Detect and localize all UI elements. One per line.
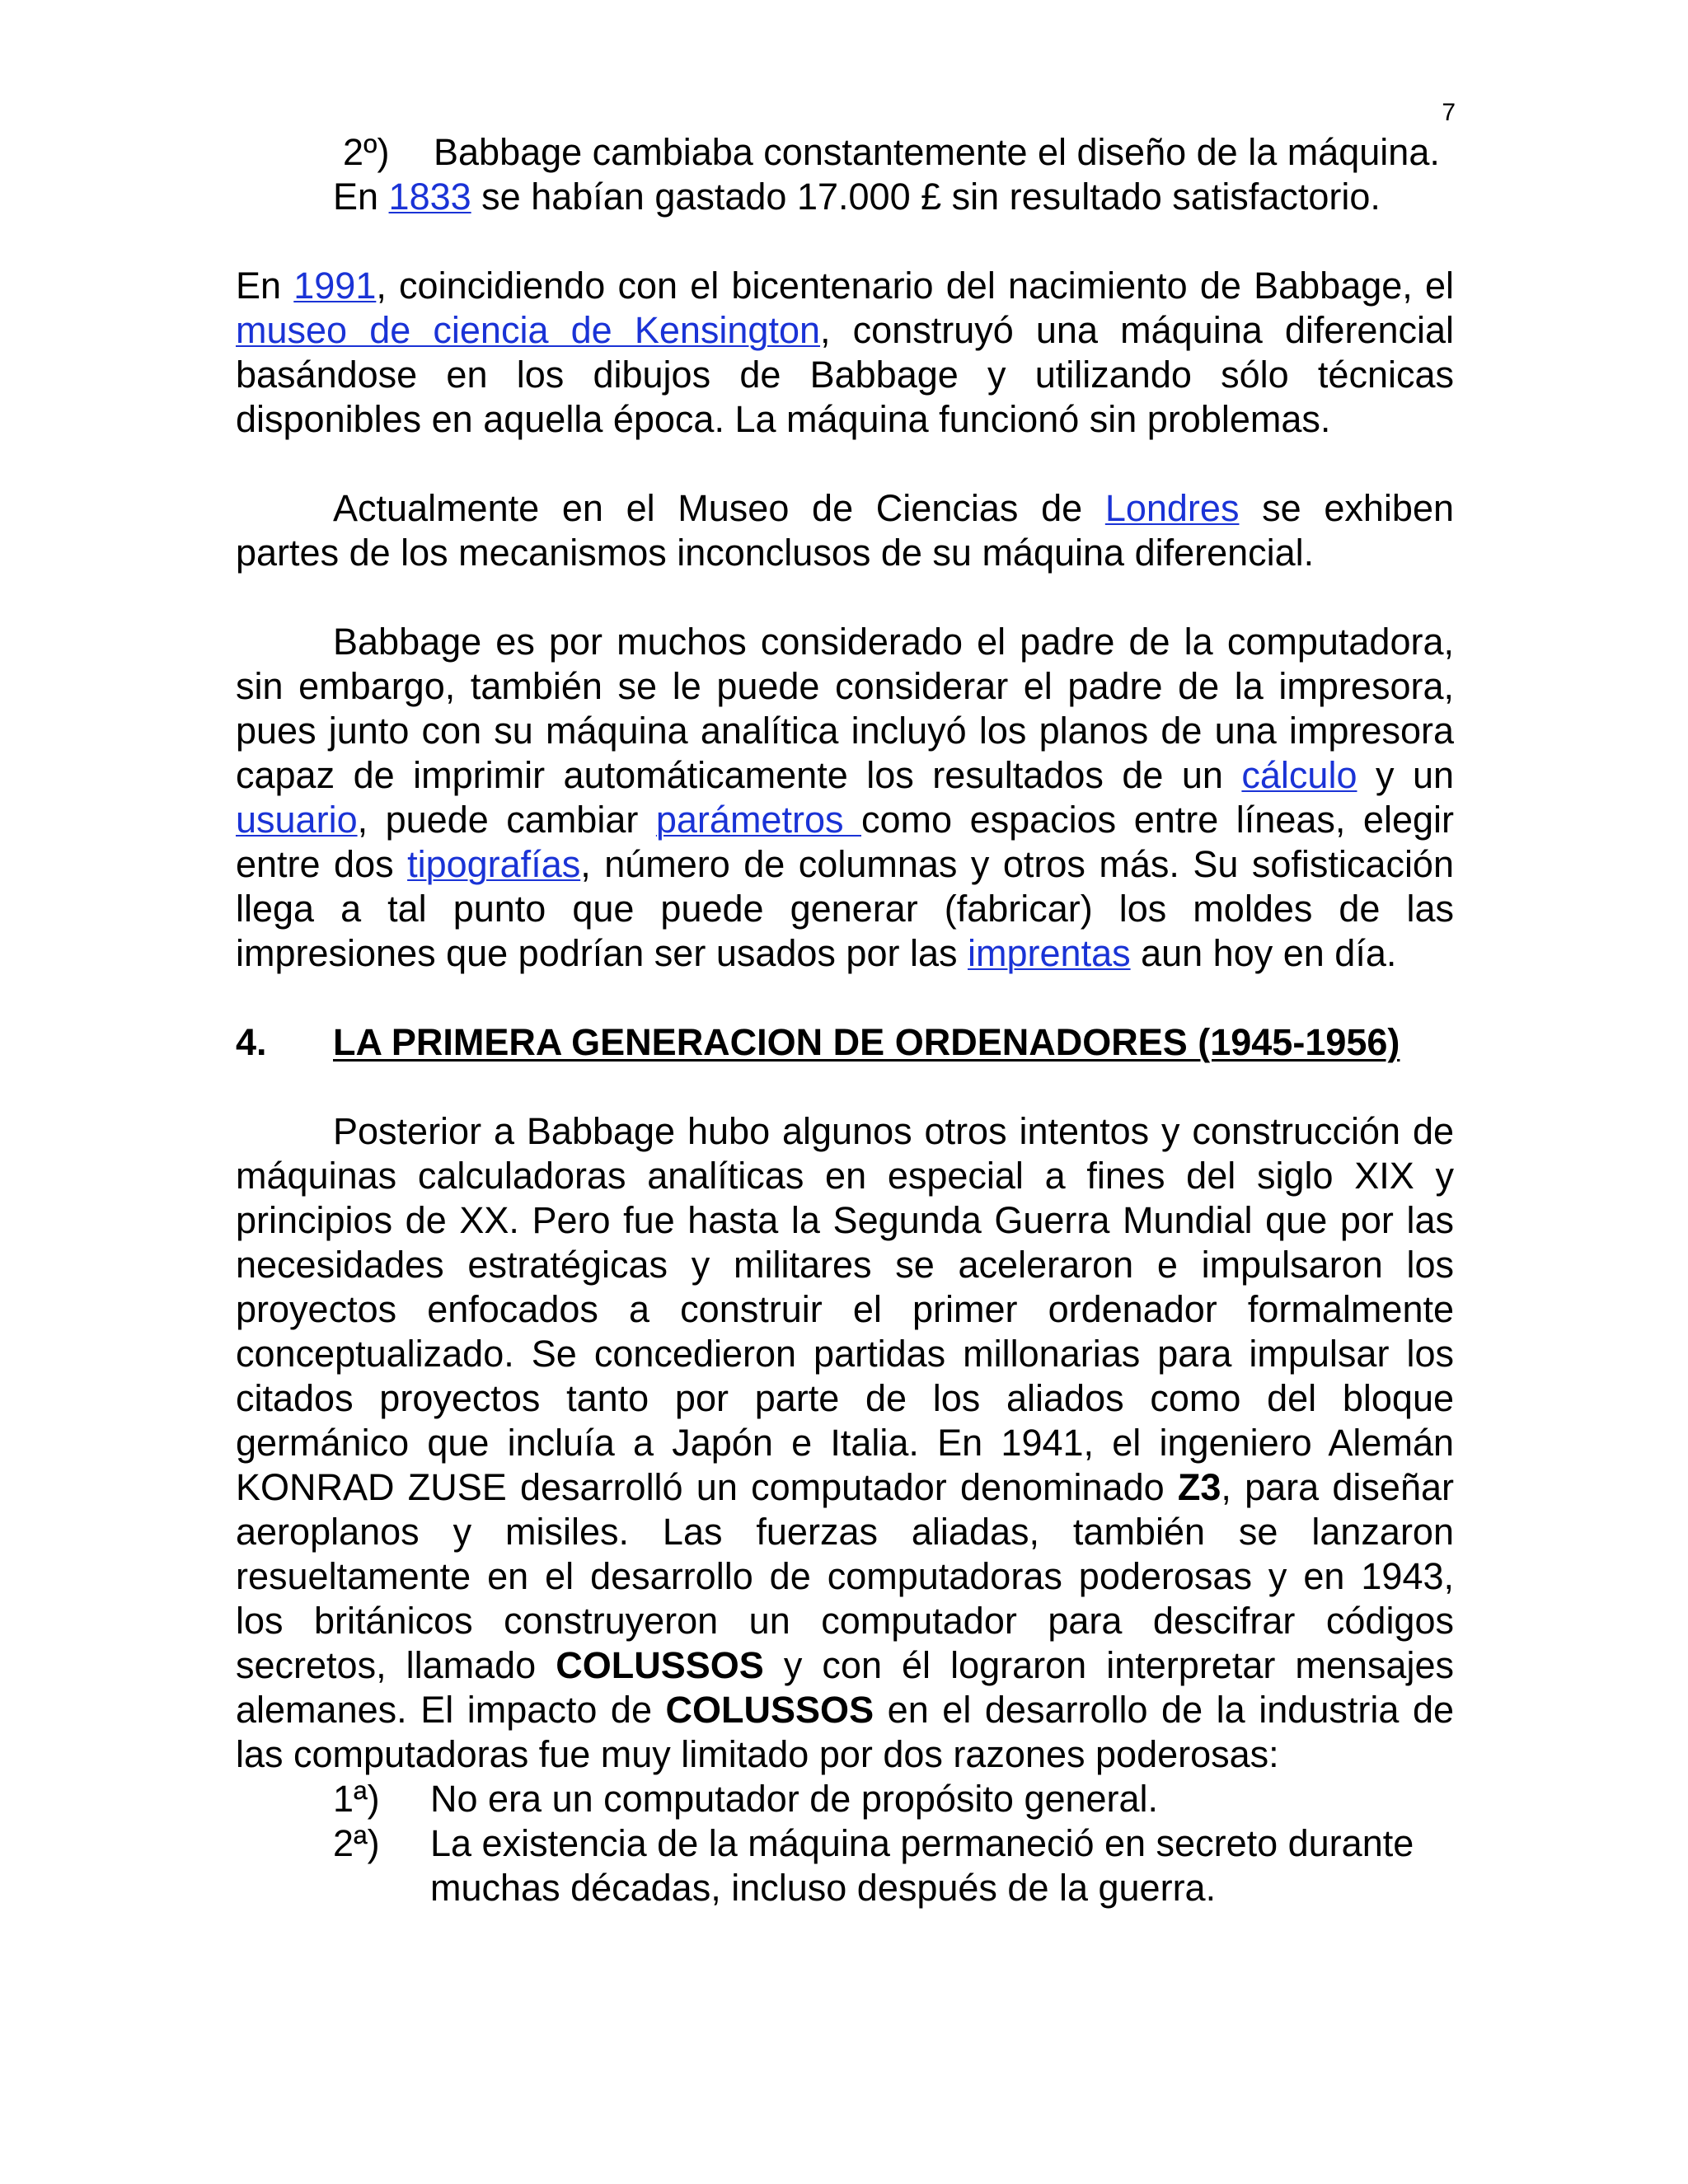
text-run: Actualmente en el Museo de Ciencias de xyxy=(333,487,1105,529)
text-run: , construyó una máquina diferencial basándose en los dibujos de Babbage y utilizando sólo técnicas disponibles en aquella época. La máquina funcionó sin problemas. xyxy=(236,309,1455,440)
text-run: Babbage es por muchos considerado el padre de la computadora, sin embargo, también se le puede considerar el padre de la impresora, pues junto con su máquina analítica incluyó los planos de una impresora capaz de imprimir automáticamente los resultados de un xyxy=(236,621,1454,796)
link-museo-kensington[interactable]: museo de ciencia de Kensington xyxy=(236,309,821,351)
text-run: se habían gastado 17.000 £ sin resultado satisfactorio. xyxy=(471,176,1381,218)
link-1833[interactable]: 1833 xyxy=(388,176,471,218)
link-tipografias[interactable]: tipografías xyxy=(407,843,581,885)
text-run: se exhiben partes de los mecanismos inconclusos de su máquina diferencial. xyxy=(236,487,1454,574)
bold-colussos: COLUSSOS xyxy=(556,1644,764,1686)
section-title: LA PRIMERA GENERACION DE ORDENADORES (1945-1956) xyxy=(333,1021,1400,1063)
paragraph-1833 xyxy=(236,175,1454,219)
paragraph-posterior xyxy=(236,1109,1454,1777)
text-run: en el desarrollo de la industria de las computadoras fue muy limitado por dos razones poderosas: xyxy=(236,1689,1454,1775)
paragraph-londres xyxy=(236,486,1454,575)
text-run: , puede cambiar xyxy=(357,799,656,841)
list-item xyxy=(333,1821,1454,1910)
text-run: En xyxy=(333,176,389,218)
text-run: aun hoy en día. xyxy=(1130,932,1397,974)
list-text: Babbage cambiaba constantemente el diseño de la máquina. xyxy=(434,131,1440,173)
bold-z3: Z3 xyxy=(1177,1466,1221,1508)
text-run: , número de columnas y otros más. Su sofisticación llega a tal punto que puede generar (fabricar) los moldes de las impresiones que podrían ser usados por las xyxy=(236,843,1454,974)
reasons-list-bottom xyxy=(236,1777,1454,1910)
paragraph-spacer xyxy=(236,976,1454,1020)
text-run: , coincidiendo con el bicentenario del nacimiento de Babbage, el xyxy=(376,265,1454,307)
list-marker: 2ª) xyxy=(333,1822,380,1864)
text-run: Posterior a Babbage hubo algunos otros intentos y construcción de máquinas calculadoras analíticas en especial a fines del siglo XIX y principios de XX. Pero fue hasta la Segunda Guerra Mundial que por las necesidades estratégicas y militares se aceleraron e impulsaron los proyectos enfocados a construir el primer ordenador formalmente conceptualizado. Se concedieron partidas millonarias para impulsar los citados proyectos tanto por parte de los aliados como del bloque germánico que incluía a Japón e Italia. En 1941, el ingeniero Alemán KONRAD ZUSE desarrolló un computador denominado xyxy=(236,1110,1454,1508)
paragraph-spacer xyxy=(236,219,1454,264)
reasons-list-top xyxy=(236,130,1454,175)
list-item xyxy=(333,1777,1454,1821)
list-text: No era un computador de propósito general. xyxy=(430,1778,1159,1820)
list-marker: 1ª) xyxy=(333,1778,380,1820)
text-run: y un xyxy=(1357,754,1455,796)
section-number: 4. xyxy=(236,1021,267,1063)
paragraph-1991 xyxy=(236,264,1454,442)
section-heading xyxy=(236,1020,1454,1065)
paragraph-spacer xyxy=(236,442,1454,486)
link-londres[interactable]: Londres xyxy=(1104,487,1240,529)
page-number: 7 xyxy=(1442,99,1456,126)
paragraph-padre-computadora xyxy=(236,620,1454,976)
link-usuario[interactable]: usuario xyxy=(236,799,358,841)
link-1991[interactable]: 1991 xyxy=(293,265,377,307)
paragraph-spacer xyxy=(236,575,1454,620)
text-run: En xyxy=(236,265,294,307)
list-text: La existencia de la máquina permaneció en secreto durante muchas décadas, incluso después de la guerra. xyxy=(430,1822,1414,1909)
page-content xyxy=(236,130,1454,1910)
text-run: y con él lograron interpretar mensajes alemanes. El impacto de xyxy=(236,1644,1454,1731)
link-imprentas[interactable]: imprentas xyxy=(968,932,1131,974)
link-calculo[interactable]: cálculo xyxy=(1241,754,1357,796)
link-parametros[interactable]: parámetros xyxy=(655,799,861,841)
text-run: , para diseñar aeroplanos y misiles. Las fuerzas aliadas, también se lanzaron resueltamente en el desarrollo de computadoras poderosas y en 1943, los británicos construyeron un computador para descifrar códigos secretos, llamado xyxy=(236,1466,1454,1686)
list-item xyxy=(343,130,1454,175)
text-run: como espacios entre líneas, elegir entre dos xyxy=(236,799,1454,885)
paragraph-spacer xyxy=(236,1065,1454,1109)
list-marker: 2º) xyxy=(343,131,390,173)
bold-colussos: COLUSSOS xyxy=(665,1689,874,1731)
